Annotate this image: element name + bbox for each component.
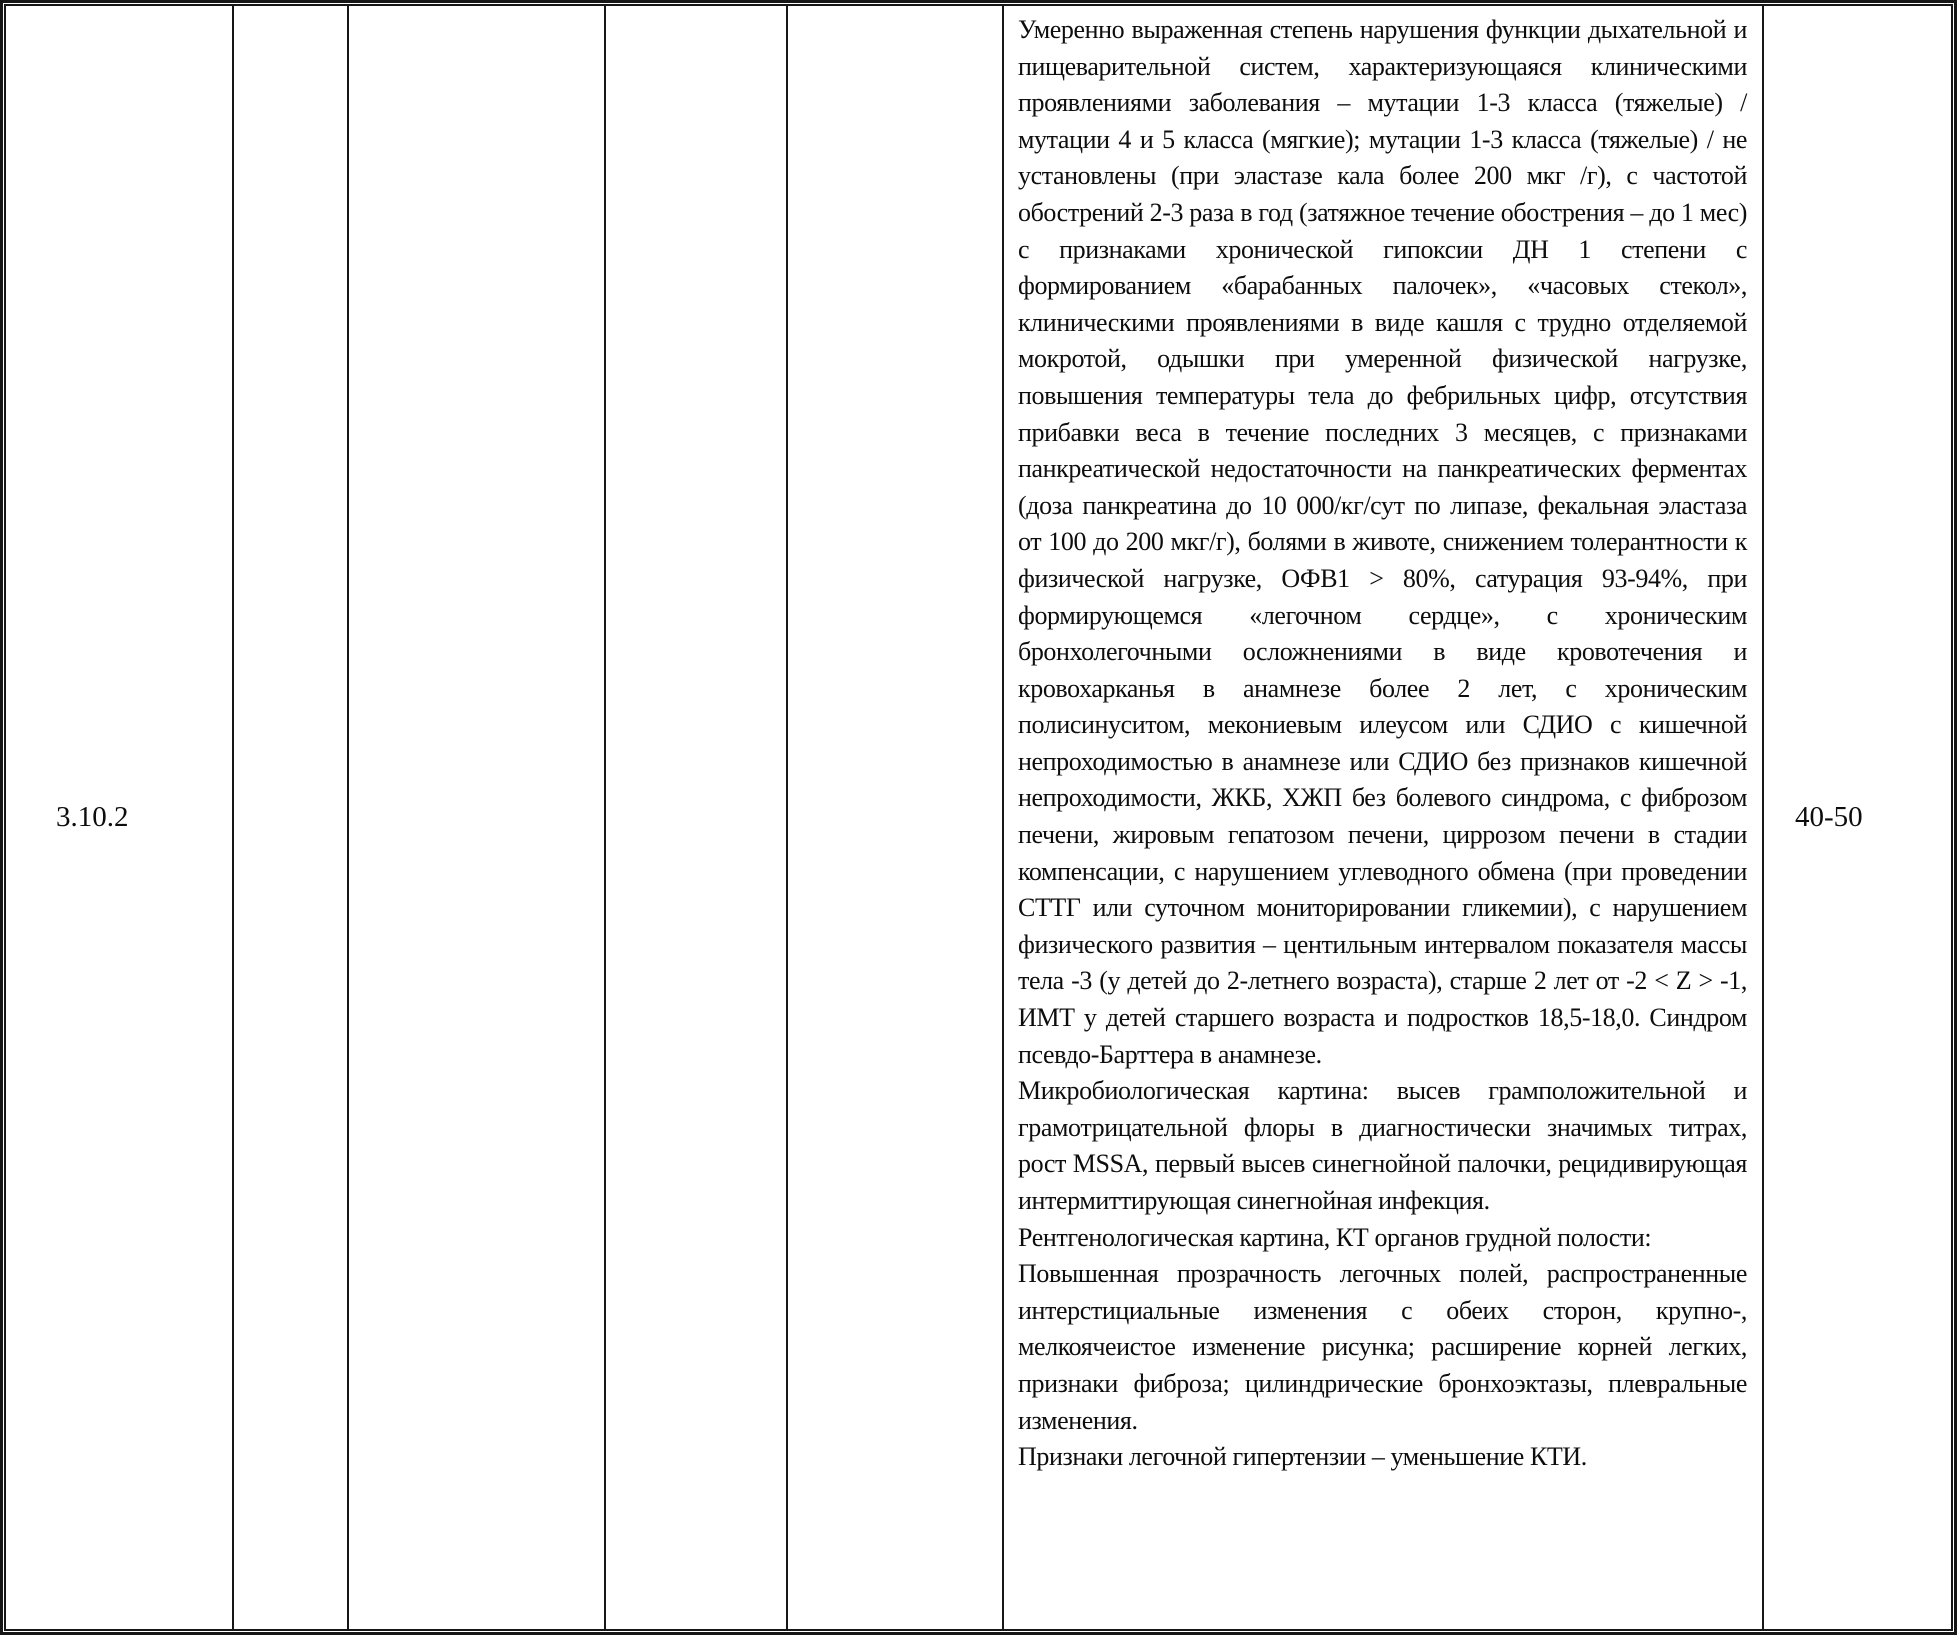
description-paragraph: Умеренно выраженная степень нарушения функции дыхательной и пищеварительной систем, характеризующаяся клиническими проявлениями заболевания – мутации 1-3 класса (тяжелые) / мутации 4 и 5 класса (мягкие); мутации 1-3 класса (тяжелые) / не установлены (при эластазе кала более 200 мкг /г), с частотой обострений 2-3 раза в год (затяжное течение обострения – до 1 мес) с признаками хронической гипоксии ДН 1 степени с формированием «барабанных палочек», «часовых стекол», клиническими проявлениями в виде кашля с трудно отделяемой мокротой, одышки при умеренной физической нагрузке, повышения температуры тела до фебрильных цифр, отсутствия прибавки веса в течение последних 3 месяцев, с признаками панкреатической недостаточности на панкреатических ферментах (доза панкреатина до 10 000/кг/сут по липазе, фекальная эластаза от 100 до 200 мкг/г), болями в животе, снижением толерантности к физической нагрузке, ОФВ1 > 80%, сатурация 93-94%, при формирующемся «легочном сердце», с хроническим бронхолегочными осложнениями в виде кровотечения и кровохарканья в анамнезе более 2 лет, с хроническим полисинуситом, мекониевым илеусом или СДИО с кишечной непроходимостью в анамнезе или СДИО без признаков кишечной непроходимости, ЖКБ, ХЖП без болевого синдрома, с фиброзом печени, жировым гепатозом печени, циррозом печени в стадии компенсации, с нарушением углеводного обмена (при проведении СТТГ или суточном мониторировании гликемии), с нарушением физического развития – центильным интервалом показателя массы тела -3 (у детей до 2-летнего возраста), старше 2 лет от -2 < Z > -1, ИМТ у детей старшего возраста и подростков 18,5-18,0. Синдром псевдо-Барттера в анамнезе. <box>1018 15 1747 1069</box>
row-code: 3.10.2 <box>56 801 129 833</box>
description-paragraph: Рентгенологическая картина, КТ органов грудной полости: <box>1018 1222 1652 1252</box>
description-paragraph: Микробиологическая картина: высев грамположительной и грамотрицательной флоры в диагностически значимых титрах, рост MSSA, первый высев синегнойной палочки, рецидивирующая интермиттирующая синегнойная инфекция. <box>1018 1076 1747 1215</box>
description-paragraph: Признаки легочной гипертензии – уменьшение КТИ. <box>1018 1442 1587 1472</box>
empty-cell-4 <box>605 5 787 1630</box>
description-cell <box>1003 5 1763 1630</box>
classification-table <box>4 4 1953 1631</box>
range-value: 40-50 <box>1795 801 1863 833</box>
empty-cell-3 <box>348 5 605 1630</box>
range-cell <box>1763 5 1952 1630</box>
row-code-cell <box>5 5 233 1630</box>
table-row <box>5 5 1952 1630</box>
empty-cell-2 <box>233 5 348 1630</box>
empty-cell-5 <box>787 5 1003 1630</box>
description-paragraph: Повышенная прозрачность легочных полей, распространенные интерстициальные изменения с обеих сторон, крупно-, мелкоячеистое изменение рисунка; расширение корней легких, признаки фиброза; цилиндрические бронхоэктазы, плевральные изменения. <box>1018 1259 1747 1435</box>
